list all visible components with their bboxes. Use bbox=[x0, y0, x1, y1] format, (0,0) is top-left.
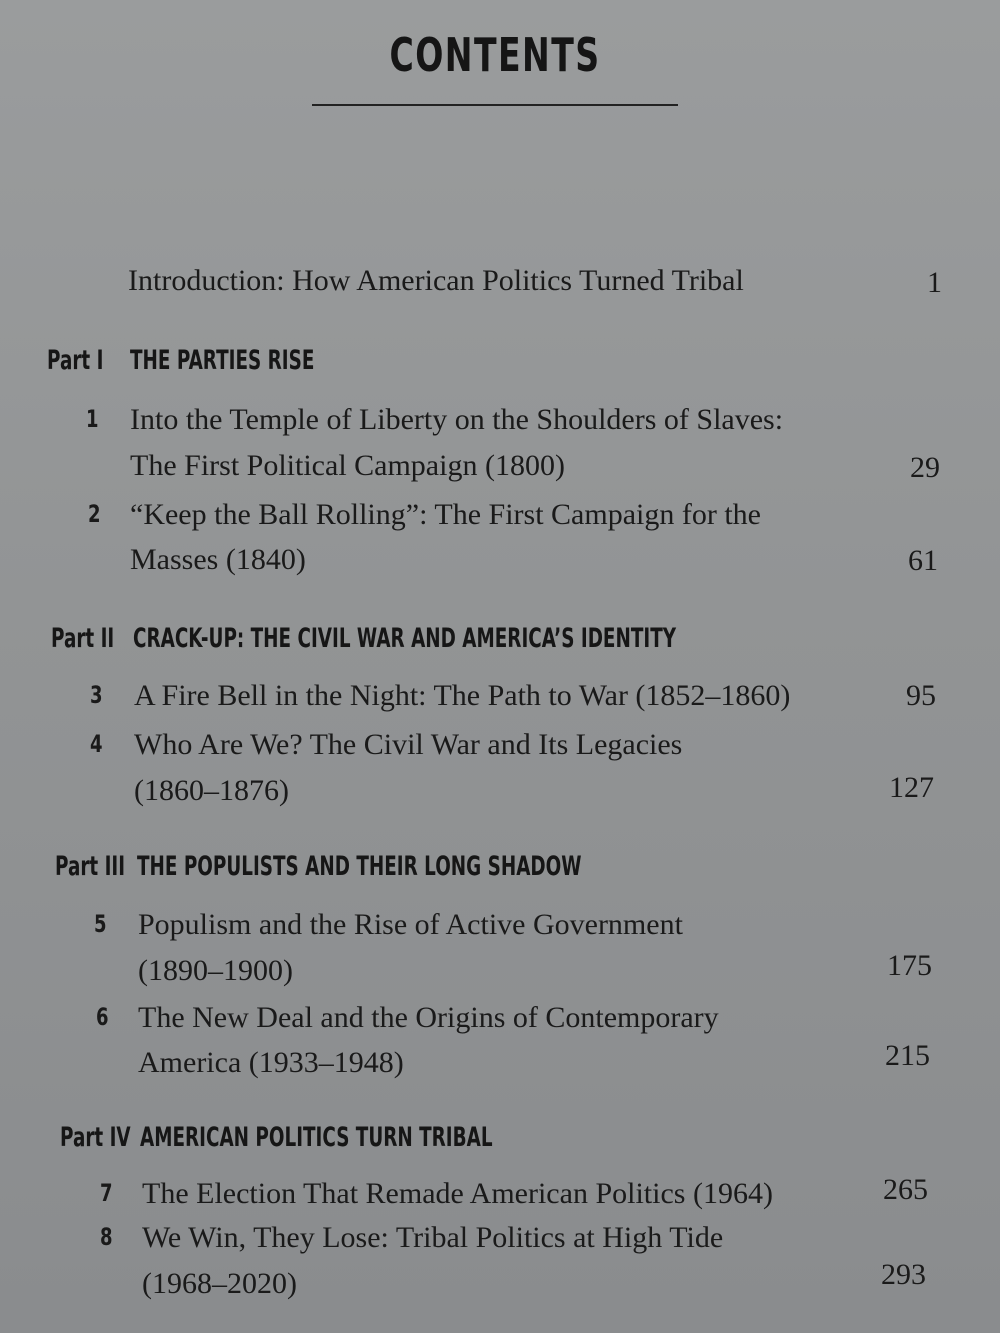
chapter-number: 1 bbox=[86, 405, 99, 433]
part-1-heading bbox=[47, 340, 130, 381]
part-label: Part III bbox=[55, 851, 126, 882]
part-title: AMERICAN POLITICS TURN TRIBAL bbox=[140, 1122, 493, 1153]
part-2-title-row bbox=[133, 618, 932, 659]
chapter-title-line: The Election That Remade American Politics (1964) bbox=[142, 1177, 773, 1210]
chapter-title-line: (1890–1900) bbox=[138, 954, 293, 987]
part-label: Part IV bbox=[60, 1122, 131, 1153]
chapter-title-line: Masses (1840) bbox=[130, 543, 306, 576]
chapter-page: 95 bbox=[906, 679, 936, 712]
chapter-page: 29 bbox=[910, 451, 940, 484]
chapter-title-line: “Keep the Ball Rolling”: The First Campaign for the bbox=[130, 498, 761, 531]
chapter-title-line: America (1933–1948) bbox=[138, 1046, 404, 1079]
page-title: CONTENTS bbox=[389, 28, 601, 82]
chapter-page: 175 bbox=[887, 949, 932, 982]
chapter-page: 61 bbox=[908, 544, 938, 577]
chapter-page: 127 bbox=[889, 771, 934, 804]
chapter-title-line: A Fire Bell in the Night: The Path to War (1852–1860) bbox=[134, 679, 791, 712]
part-4-title-row bbox=[140, 1117, 658, 1158]
chapter-page: 215 bbox=[885, 1039, 930, 1072]
part-label: Part I bbox=[47, 345, 104, 376]
chapter-title-line: (1968–2020) bbox=[142, 1267, 297, 1300]
chapter-number: 2 bbox=[88, 500, 101, 528]
chapter-number: 4 bbox=[90, 730, 103, 758]
part-1-title-row bbox=[130, 340, 401, 381]
chapter-number: 6 bbox=[96, 1003, 109, 1031]
chapter-title-line: Into the Temple of Liberty on the Shoulders of Slaves: bbox=[130, 403, 784, 436]
introduction-title: Introduction: How American Politics Turned Tribal bbox=[128, 264, 744, 297]
part-title: THE PARTIES RISE bbox=[130, 345, 315, 376]
chapter-page: 293 bbox=[881, 1258, 926, 1291]
part-2-heading bbox=[51, 618, 144, 659]
chapter-number: 7 bbox=[100, 1179, 113, 1207]
chapter-title-line: Who Are We? The Civil War and Its Legacies bbox=[134, 728, 683, 761]
chapter-title-line: The New Deal and the Origins of Contemporary bbox=[138, 1001, 719, 1034]
part-label: Part II bbox=[51, 623, 115, 654]
chapter-title-line: Populism and the Rise of Active Government bbox=[138, 908, 683, 941]
chapter-title-line: The First Political Campaign (1800) bbox=[130, 449, 565, 482]
chapter-number: 3 bbox=[90, 681, 103, 709]
chapter-number: 5 bbox=[94, 910, 107, 938]
chapter-title-line: (1860–1876) bbox=[134, 774, 289, 807]
part-title: THE POPULISTS AND THEIR LONG SHADOW bbox=[137, 851, 582, 882]
chapter-title-line: We Win, They Lose: Tribal Politics at High Tide bbox=[142, 1221, 724, 1254]
introduction-page: 1 bbox=[927, 266, 942, 299]
part-3-title-row bbox=[137, 846, 791, 887]
chapter-page: 265 bbox=[883, 1173, 928, 1206]
chapter-number: 8 bbox=[100, 1223, 113, 1251]
part-title: CRACK-UP: THE CIVIL WAR AND AMERICA’S IDENTITY bbox=[133, 623, 677, 654]
title-underline bbox=[312, 104, 678, 106]
